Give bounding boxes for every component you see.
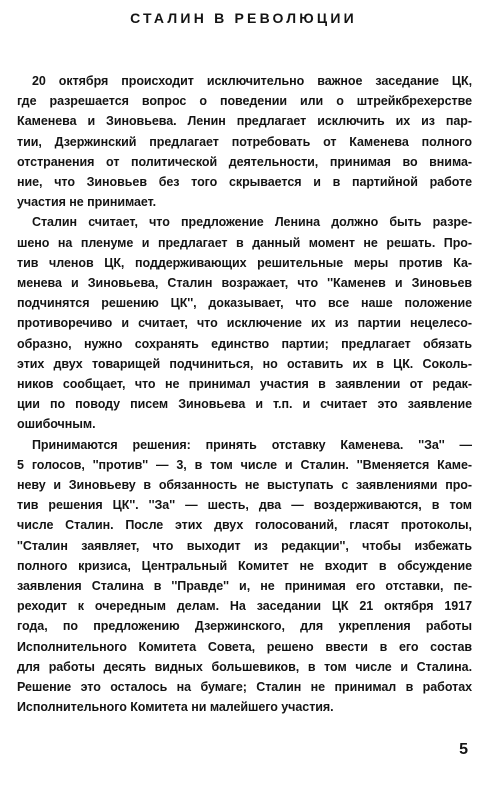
text-line: Исполнительного Комитета Совета, решено ввести в его состав	[17, 639, 472, 654]
text-line: Решение это осталось на бумаге; Сталин не принимал в работах	[17, 680, 472, 695]
text-line: реходит к очередным делам. На заседании ЦК 21 октября 1917	[17, 599, 472, 614]
running-head: СТАЛИН В РЕВОЛЮЦИИ	[130, 10, 357, 26]
text-line: ''Сталин заявляет, что выходит из редакции'', чтобы избежать	[17, 538, 472, 553]
text-line: Принимаются решения: принять отставку Каменева. ''За'' —	[32, 437, 472, 452]
text-line: 5 голосов, ''против'' — 3, в том числе и Сталин. ''Вменяется Каме-	[17, 457, 472, 472]
text-line: образно, нужно сохранять единство партии; предлагает обязать	[17, 336, 472, 351]
text-line: ции по поводу писем Зиновьева и т.п. и считает это заявление	[17, 397, 472, 412]
text-line: где разрешается вопрос о поведении или о штрейкбрехерстве	[17, 94, 472, 109]
text-line: тии, Дзержинский предлагает потребовать от Каменева полного	[17, 134, 472, 149]
text-line: менева и Зиновьева, Сталин возражает, что ''Каменев и Зиновьев	[17, 276, 472, 291]
text-line: отстранения от политической деятельности, принимая во внима-	[17, 154, 472, 169]
text-line: для работы десять видных большевиков, в том числе и Сталина.	[17, 659, 472, 674]
text-line: участия не принимает.	[17, 195, 157, 210]
text-line: неву и Зиновьеву в обязанность не выступать с заявлениями про-	[17, 478, 472, 493]
text-line: ошибочным.	[17, 417, 96, 432]
text-line: полного кризиса, Центральный Комитет не входит в обсуждение	[17, 558, 472, 573]
paragraph-1	[17, 71, 472, 212]
paragraph-3	[17, 435, 472, 718]
text-line: Исполнительного Комитета ни малейшего участия.	[17, 700, 334, 715]
text-line: заявления Сталина в ''Правде'' и, не принимая его отставки, пе-	[17, 579, 472, 594]
text-line: ние, что Зиновьев без того скрывается и в партийной работе	[17, 175, 472, 190]
text-line: Каменева и Зиновьева. Ленин предлагает исключить их из пар-	[17, 114, 472, 129]
text-line: противоречиво и считает, что исключение их из партии нецелесо-	[17, 316, 472, 331]
text-line: шено на пленуме и предлагает в данный момент не решать. Про-	[17, 235, 472, 250]
page-number: 5	[459, 741, 468, 758]
paragraph-2	[17, 212, 472, 434]
body-text	[17, 71, 472, 718]
text-line: 20 октября происходит исключительно важное заседание ЦК,	[32, 74, 472, 88]
text-line: тив членов ЦК, поддерживающих решительные меры против Ка-	[17, 255, 472, 270]
text-line: этих двух товарищей подчиниться, но оставить их в ЦК. Соколь-	[17, 356, 472, 371]
text-line: числе Сталин. После этих двух голосований, гласят протоколы,	[17, 518, 472, 533]
text-line: года, по предложению Дзержинского, для укрепления работы	[17, 619, 472, 634]
text-line: тив решения ЦК''. ''За'' — шесть, два — воздерживаются, в том	[17, 498, 472, 513]
text-line: подчинятся решению ЦК'', доказывает, что все наше положение	[17, 296, 472, 311]
text-line: Сталин считает, что предложение Ленина должно быть разре-	[32, 215, 472, 230]
text-line: ников сообщает, что не принимал участия в заявлении от редак-	[17, 377, 472, 392]
